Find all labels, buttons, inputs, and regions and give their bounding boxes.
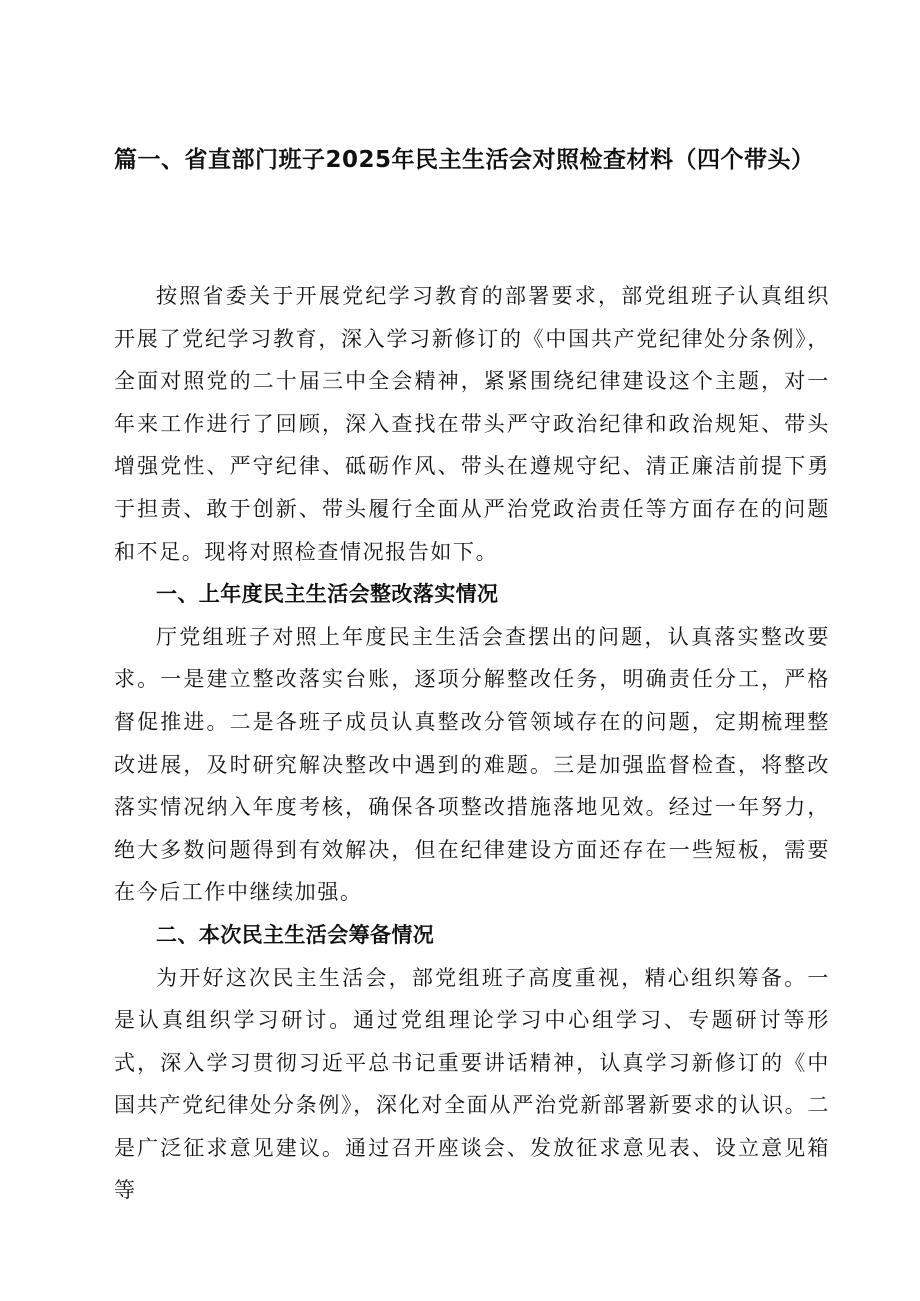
intro-paragraph: 按照省委关于开展党纪学习教育的部署要求，部党组班子认真组织开展了党纪学习教育，深入学习新修订的《中国共产党纪律处分条例》，全面对照党的二十届三中全会精神，紧紧围绕纪律建设这个主题，对一年来工作进行了回顾，深入查找在带头严守政治纪律和政治规矩、带头增强党性、严守纪律、砥砺作风、带头在遵规守纪、清正廉洁前提下勇于担责、敢于创新、带头履行全面从严治党政治责任等方面存在的问题和不足。现将对照检查情况报告如下。 bbox=[114, 284, 830, 564]
document-title: 篇一、省直部门班子2025年民主生活会对照检查材料（四个带头） bbox=[114, 147, 815, 173]
document-body bbox=[114, 275, 830, 1212]
section-heading-2: 二、本次民主生活会筹备情况 bbox=[156, 922, 435, 947]
section-paragraph-2: 为开好这次民主生活会，部党组班子高度重视，精心组织筹备。一是认真组织学习研讨。通过党组理论学习中心组学习、专题研讨等形式，深入学习贯彻习近平总书记重要讲话精神，认真学习新修订的《中国共产党纪律处分条例》，深化对全面从严治党新部署新要求的认识。二是广泛征求意见建议。通过召开座谈会、发放征求意见表、设立意见箱等 bbox=[114, 965, 830, 1203]
section-heading-1: 一、上年度民主生活会整改落实情况 bbox=[156, 582, 499, 607]
section-paragraph-1: 厅党组班子对照上年度民主生活会查摆出的问题，认真落实整改要求。一是建立整改落实台账，逐项分解整改任务，明确责任分工，严格督促推进。二是各班子成员认真整改分管领域存在的问题，定期梳理整改进展，及时研究解决整改中遇到的难题。三是加强监督检查，将整改落实情况纳入年度考核，确保各项整改措施落地见效。经过一年努力，绝大多数问题得到有效解决，但在纪律建设方面还存在一些短板，需要在今后工作中继续加强。 bbox=[114, 624, 830, 905]
